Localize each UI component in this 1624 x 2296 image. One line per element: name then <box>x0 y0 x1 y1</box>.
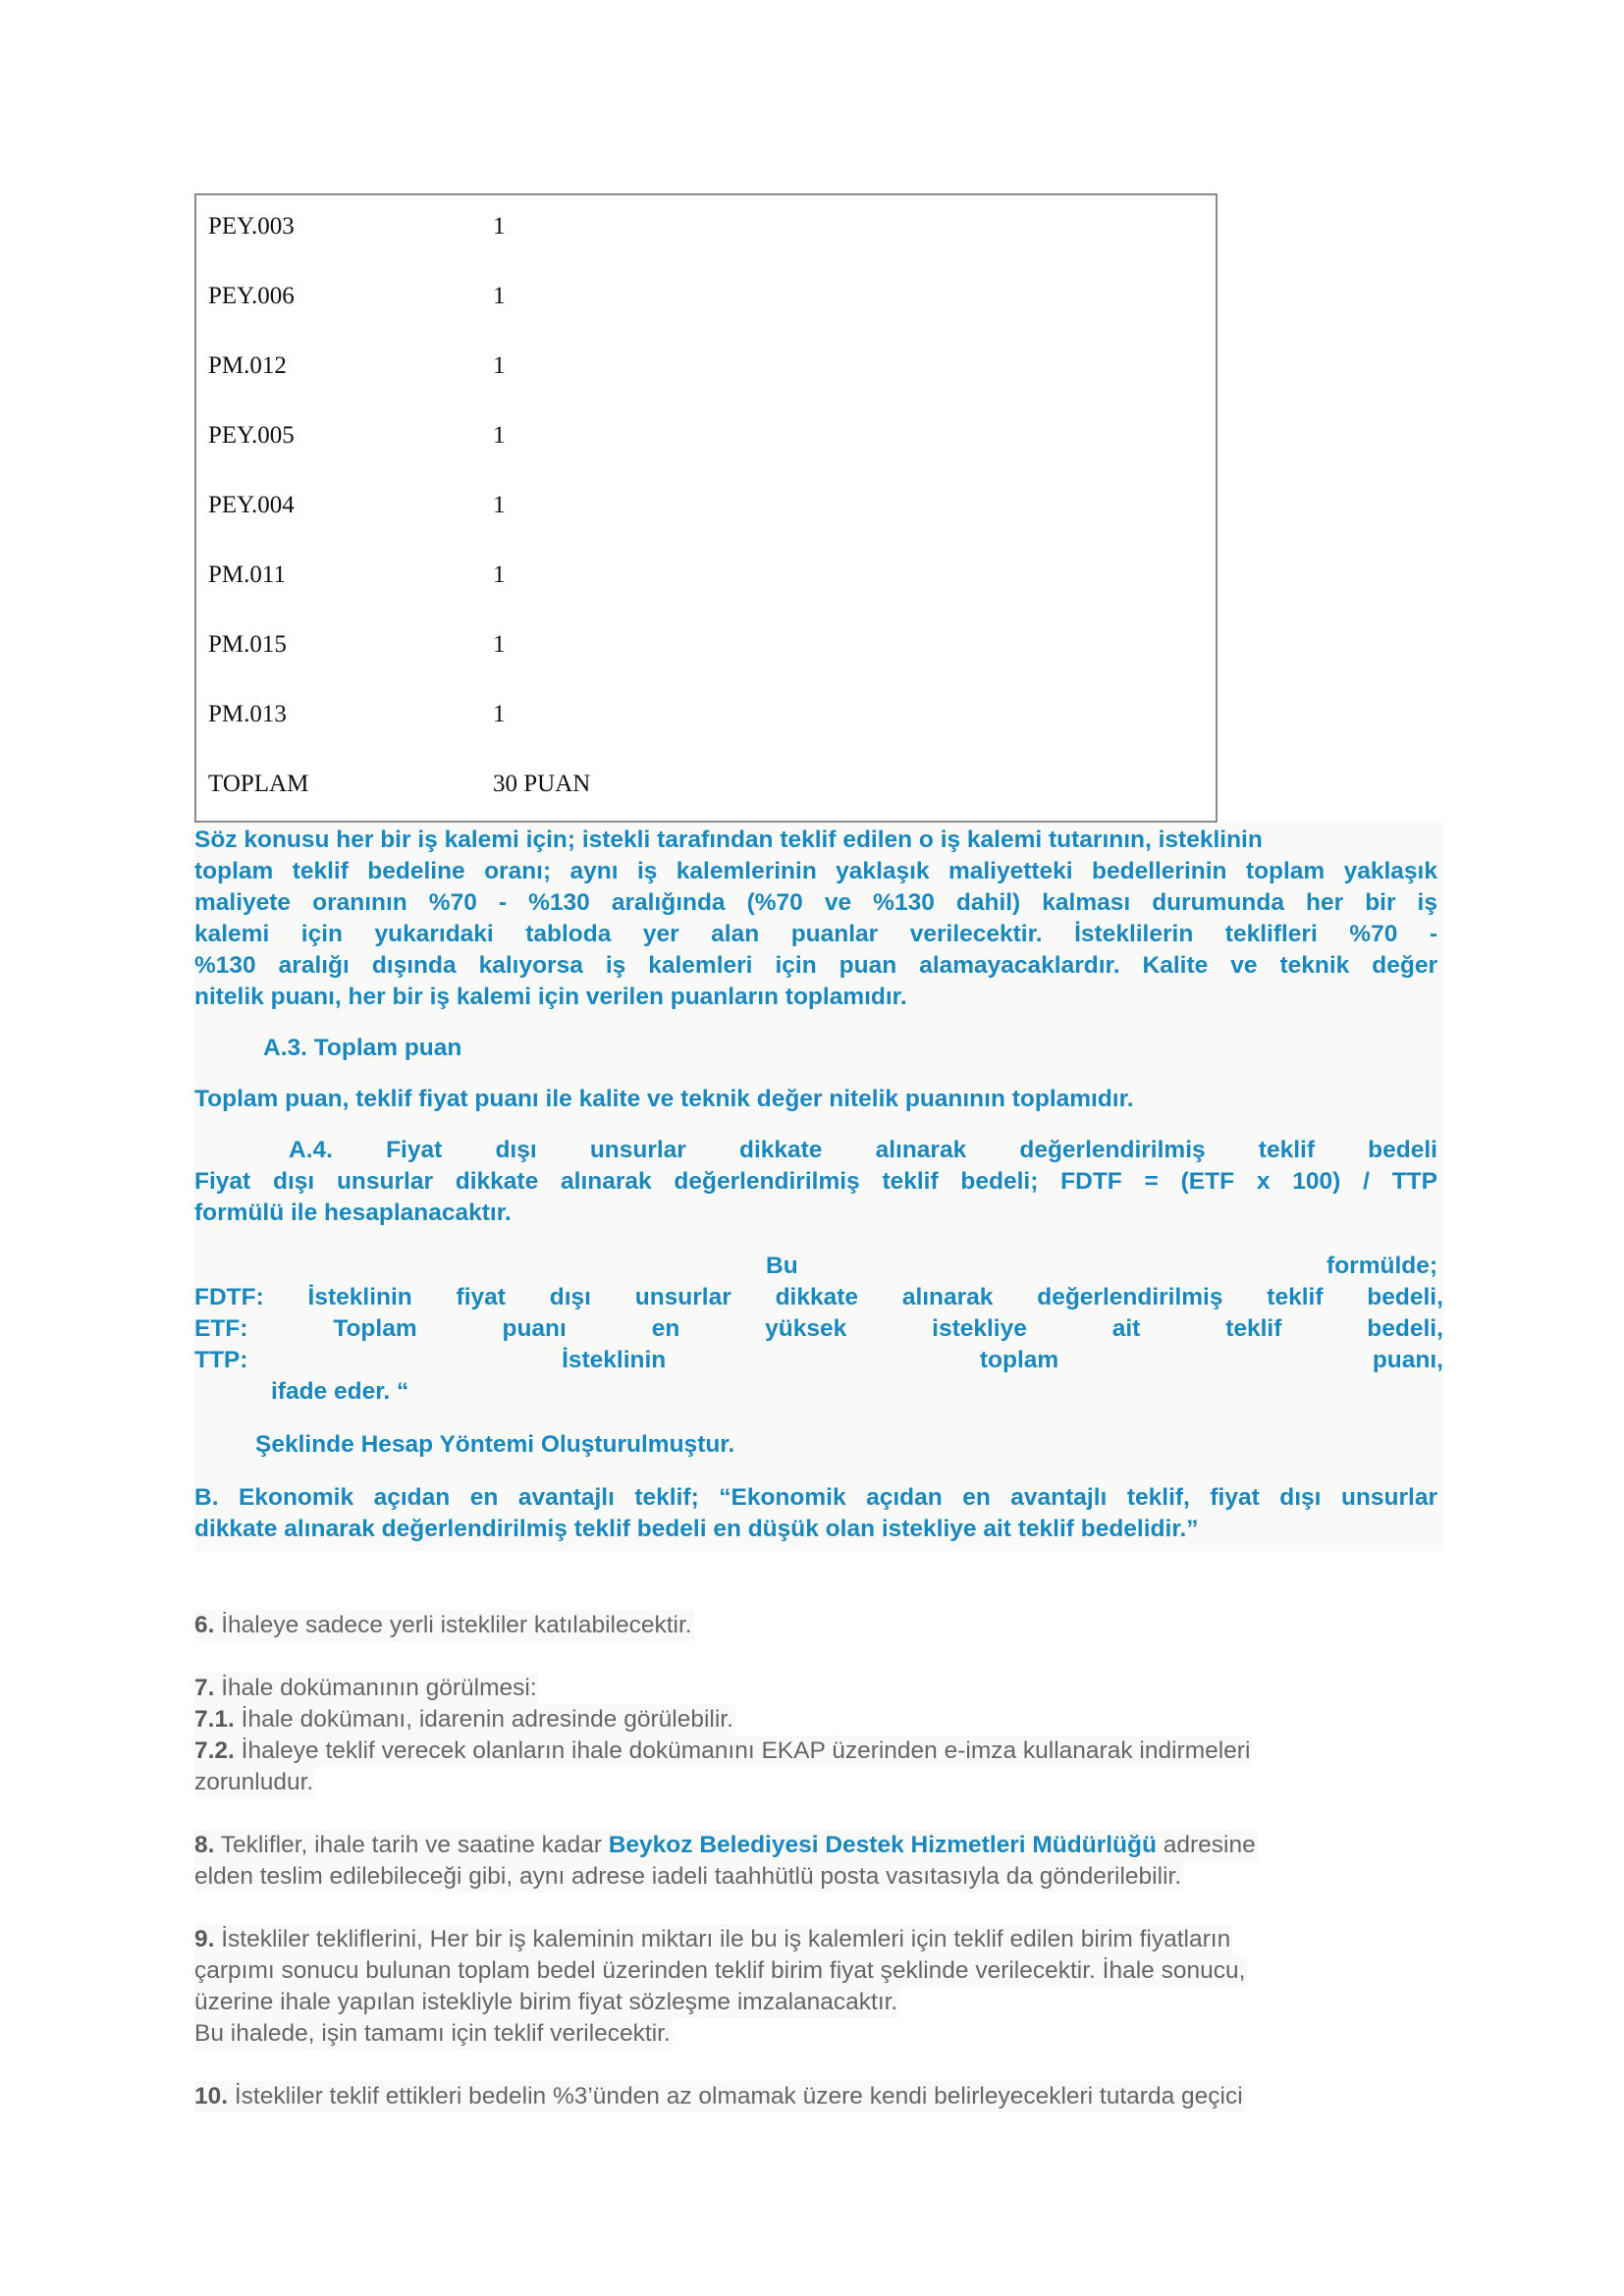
word: değerlendirilmiş <box>1019 1137 1206 1163</box>
item-code: PM.012 <box>208 352 287 379</box>
article-text: Teklifler, ihale tarih ve saatine kadar <box>214 1832 609 1858</box>
item-code: PEY.003 <box>208 213 295 240</box>
word: dışı <box>549 1284 591 1310</box>
word: puanı <box>502 1315 567 1342</box>
text-line: Söz konusu her bir iş kalemi için; istekli tarafından teklif edilen o iş kalemi tutarının, isteklinin <box>194 827 1263 853</box>
word: Toplam <box>333 1315 417 1342</box>
item-code: PM.011 <box>208 561 286 588</box>
article-text: İhaleye sadece yerli istekliler katılabilecektir. <box>214 1612 692 1638</box>
article-10 <box>194 2081 1245 2112</box>
fdtf-definition <box>194 1282 1443 1313</box>
article-text: İstekliler teklif ettikleri bedelin %3’ünden az olmamak üzere kendi belirleyecekleri tutarda geçici <box>228 2083 1243 2109</box>
article-9-cont: çarpımı sonucu bulunan toplam bedel üzerinden teklif birim fiyat şeklinde verilecektir. İhale sonucu, <box>194 1955 1247 1987</box>
word: dikkate <box>739 1137 823 1163</box>
word: bedeli, <box>1367 1284 1443 1310</box>
word: unsurlar <box>589 1137 686 1163</box>
word: bedeli, <box>1367 1315 1443 1342</box>
etf-definition <box>194 1313 1443 1345</box>
item-points: 1 <box>493 492 506 518</box>
article-number: 8. <box>194 1832 215 1858</box>
word: istekliye <box>932 1315 1027 1342</box>
evaluation-method-section <box>194 823 1443 1551</box>
table-row <box>208 625 787 665</box>
a4-formula-line: formülü ile hesaplanacaktır. <box>194 1200 512 1226</box>
ttp-definition <box>194 1345 1443 1376</box>
article-text: İhale dokümanının görülmesi: <box>214 1675 537 1701</box>
table-row <box>208 277 787 316</box>
article-7-2 <box>194 1735 1252 1767</box>
article-number: 9. <box>194 1926 215 1952</box>
word: İsteklinin <box>562 1347 667 1373</box>
article-number: 7.1. <box>194 1706 235 1733</box>
office-name: Beykoz Belediyesi Destek Hizmetleri Müdürlüğü <box>608 1832 1157 1858</box>
item-points: 1 <box>493 631 506 658</box>
total-label: TOPLAM <box>208 771 309 797</box>
article-9 <box>194 1924 1232 1955</box>
a4-heading <box>289 1135 1437 1166</box>
word: yüksek <box>765 1315 847 1342</box>
word: A.4. <box>289 1137 333 1163</box>
text-line: maliyete oranının %70 - %130 aralığında (%70 ve %130 dahil) kalması durumunda her bir iş <box>194 889 1437 916</box>
article-text: İhale dokümanı, idarenin adresinde görülebilir. <box>234 1706 733 1733</box>
item-points: 1 <box>493 283 506 309</box>
item-points: 1 <box>493 701 506 727</box>
word: ETF: <box>194 1315 248 1342</box>
item-code: PEY.005 <box>208 422 295 449</box>
article-9-cont: Bu ihalede, işin tamamı için teklif verilecektir. <box>194 2018 673 2050</box>
word: unsurlar <box>634 1284 731 1310</box>
item-points: 1 <box>493 422 506 449</box>
article-number: 7.2. <box>194 1737 235 1764</box>
a4-formula-line: Fiyat dışı unsurlar dikkate alınarak değerlendirilmiş teklif bedeli; FDTF = (ETF x 100) / TTP <box>194 1168 1437 1195</box>
word: dışı <box>495 1137 537 1163</box>
text-line: nitelik puanı, her bir iş kalemi için verilen puanların toplamıdır. <box>194 984 907 1010</box>
word: bedeli <box>1368 1137 1437 1163</box>
table-row <box>208 347 787 386</box>
article-number: 7. <box>194 1675 215 1701</box>
word: puanı, <box>1372 1347 1443 1373</box>
article-text: adresine <box>1156 1832 1256 1858</box>
table-row <box>208 556 787 595</box>
article-9-cont: üzerine ihale yapılan istekliyle birim fiyat sözleşme imzalanacaktır. <box>194 1987 899 2018</box>
word: değerlendirilmiş <box>1037 1284 1223 1310</box>
item-points: 1 <box>493 213 506 240</box>
word: Bu <box>766 1253 798 1279</box>
total-points: 30 PUAN <box>493 771 591 797</box>
text-line: %130 aralığı dışında kalıyorsa iş kalemleri için puan alamayacaklardır. Kalite ve teknik değer <box>194 952 1437 979</box>
item-points: 1 <box>493 352 506 379</box>
word: İsteklinin <box>307 1284 412 1310</box>
a3-text: Toplam puan, teklif fiyat puanı ile kalite ve teknik değer nitelik puanının toplamıdır. <box>194 1086 1134 1112</box>
word: dikkate <box>775 1284 859 1310</box>
word: alınarak <box>901 1284 994 1310</box>
table-total-row <box>208 765 787 804</box>
table-row <box>208 207 787 246</box>
b-section-line: B. Ekonomik açıdan en avantajlı teklif; “Ekonomik açıdan en avantajlı teklif, fiyat dışı unsurlar <box>194 1484 1437 1511</box>
item-code: PM.013 <box>208 701 287 727</box>
word: formülde; <box>1326 1253 1437 1279</box>
word: Fiyat <box>386 1137 443 1163</box>
item-code: PM.015 <box>208 631 287 658</box>
a3-heading: A.3. Toplam puan <box>263 1035 462 1061</box>
scoring-rule-paragraph <box>194 825 1437 856</box>
word: TTP: <box>194 1347 248 1373</box>
word: teklif <box>1267 1284 1324 1310</box>
article-text: İhaleye teklif verecek olanların ihale dokümanını EKAP üzerinden e-imza kullanarak indirmeleri <box>234 1737 1251 1764</box>
b-section-line: dikkate alınarak değerlendirilmiş teklif bedeli en düşük olan istekliye ait teklif bedelidir.” <box>194 1516 1199 1542</box>
ifade-eder: ifade eder. “ <box>271 1378 409 1405</box>
item-points: 1 <box>493 561 506 588</box>
text-line: toplam teklif bedeline oranı; aynı iş kalemlerinin yaklaşık maliyetteki bedellerinin toplam yaklaşık <box>194 858 1437 884</box>
word: en <box>651 1315 680 1342</box>
item-code: PEY.006 <box>208 283 295 309</box>
article-7-1 <box>194 1704 735 1735</box>
table-row <box>208 695 787 734</box>
text-line: kalemi için yukarıdaki tabloda yer alan puanlar verilecektir. İsteklilerin teklifleri %70 - <box>194 921 1437 947</box>
word: teklif <box>1258 1137 1315 1163</box>
table-row <box>208 486 787 525</box>
article-text: İstekliler tekliflerini, Her bir iş kaleminin miktarı ile bu iş kalemleri için teklif edilen birim fiyatların <box>214 1926 1231 1952</box>
word: alınarak <box>875 1137 967 1163</box>
score-table <box>194 193 1218 823</box>
article-7-2-cont: zorunludur. <box>194 1767 315 1798</box>
article-number: 10. <box>194 2083 229 2109</box>
article-7 <box>194 1673 539 1704</box>
word: teklif <box>1225 1315 1282 1342</box>
article-8-cont: elden teslim edilebileceği gibi, aynı adrese iadeli taahhütlü posta vasıtasıyla da gönderilebilir. <box>194 1861 1183 1893</box>
table-row <box>208 416 787 455</box>
word: toplam <box>979 1347 1059 1373</box>
article-6 <box>194 1610 694 1641</box>
article-8 <box>194 1830 1258 1861</box>
word: fiyat <box>456 1284 506 1310</box>
item-code: PEY.004 <box>208 492 295 518</box>
method-statement: Şeklinde Hesap Yöntemi Oluşturulmuştur. <box>255 1431 735 1458</box>
article-number: 6. <box>194 1612 215 1638</box>
word: ait <box>1111 1315 1141 1342</box>
word: FDTF: <box>194 1284 264 1310</box>
